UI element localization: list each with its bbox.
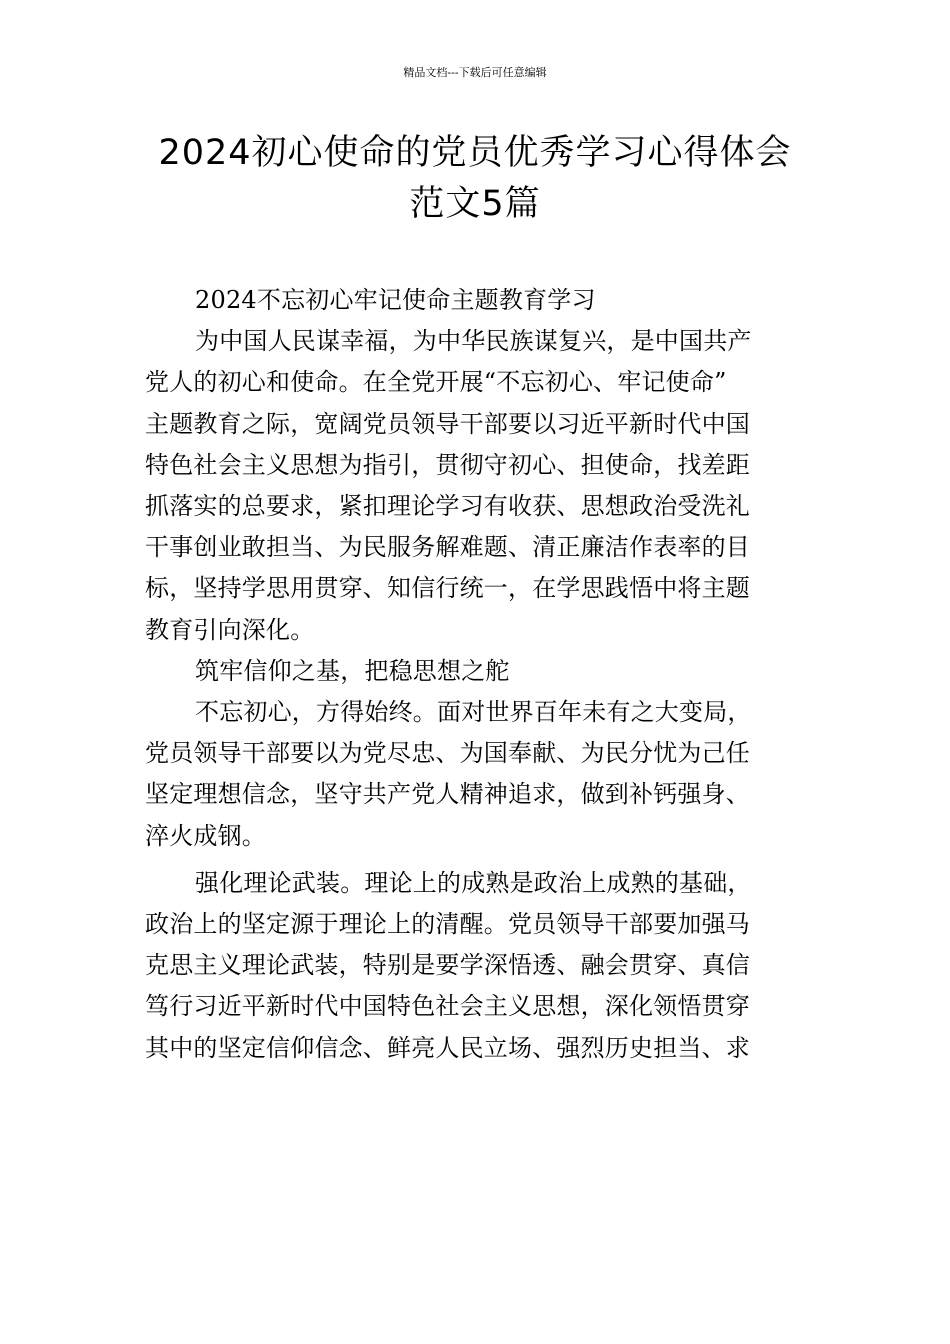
paragraph-line: 干事创业敢担当、为民服务解难题、清正廉洁作表率的目 — [145, 533, 750, 562]
paragraph-line: 2024不忘初心牢记使命主题教育学习 — [195, 286, 596, 314]
paragraph-line: 强化理论武装。理论上的成熟是政治上成熟的基础， — [195, 868, 752, 897]
header-note: 精品文档---下载后可任意编辑 — [403, 66, 547, 79]
paragraph-line: 标，坚持学思用贯穿、知信行统一，在学思践悟中将主题 — [145, 574, 750, 603]
paragraph-line: 淬火成钢。 — [145, 821, 266, 850]
paragraph-subtitle — [145, 280, 807, 321]
title-line-1: 2024初心使命的党员优秀学习心得体会 — [158, 133, 792, 173]
paragraph-line: 不忘初心，方得始终。面对世界百年未有之大变局， — [195, 698, 752, 727]
paragraph-line: 特色社会主义思想为指引，贯彻守初心、担使命，找差距 — [145, 450, 750, 479]
paragraph-line: 笃行习近平新时代中国特色社会主义思想，深化领悟贯穿 — [145, 992, 750, 1021]
paragraph-intro — [145, 321, 807, 651]
paragraph-body — [145, 863, 807, 1069]
document-title — [120, 128, 830, 230]
document-body — [145, 280, 807, 1069]
paragraph-body — [145, 692, 807, 857]
paragraph-line: 为中国人民谋幸福，为中华民族谋复兴，是中国共产 — [195, 327, 752, 356]
paragraph-line: 主题教育之际，宽阔党员领导干部要以习近平新时代中国 — [145, 409, 750, 438]
title-line-2: 范文5篇 — [409, 184, 541, 224]
paragraph-line: 克思主义理论武装，特别是要学深悟透、融会贯穿、真信 — [145, 951, 750, 980]
paragraph-line: 政治上的坚定源于理论上的清醒。党员领导干部要加强马 — [145, 910, 750, 939]
paragraph-line: 党员领导干部要以为党尽忠、为国奉献、为民分忧为己任 — [145, 739, 750, 768]
paragraph-line: 坚定理想信念，坚守共产党人精神追求，做到补钙强身、 — [145, 780, 750, 809]
paragraph-line: 教育引向深化。 — [145, 615, 315, 644]
paragraph-line: 筑牢信仰之基，把稳思想之舵 — [195, 656, 510, 685]
paragraph-line: 其中的坚定信仰信念、鲜亮人民立场、强烈历史担当、求 — [145, 1033, 750, 1062]
paragraph-section-heading — [145, 651, 807, 692]
paragraph-line: 党人的初心和使命。在全党开展“不忘初心、牢记使命” — [145, 368, 727, 397]
paragraph-line: 抓落实的总要求，紧扣理论学习有收获、思想政治受洗礼 — [145, 492, 750, 521]
